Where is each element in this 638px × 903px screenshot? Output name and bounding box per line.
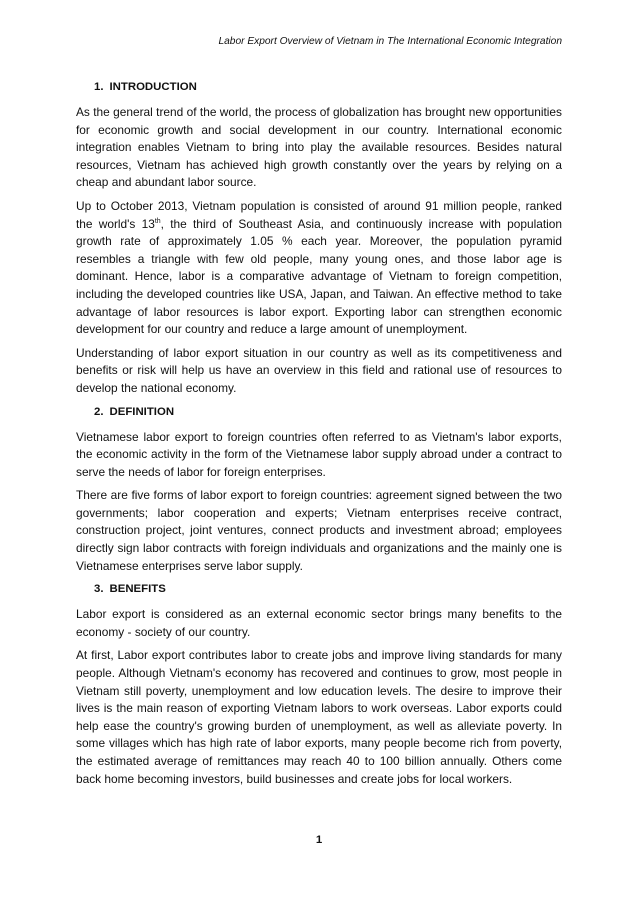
section-title: BENEFITS bbox=[109, 583, 166, 596]
paragraph-text: , the third of Southeast Asia, and continuously increase with population growth rate of approximately 1.05 % each year. Moreover, the population pyramid resembles a triangle with few old people, many young ones, and those labor age is dominant. Hence, labor is a comparative advantage of Vietnam to foreign competition, including the developed countries like USA, Japan, and Taiwan. An effective method to take advantage of labor resources is labor export. Exporting labor can strengthen economic development for our country and reduce a large amount of unemployment. bbox=[76, 216, 562, 337]
section-title: DEFINITION bbox=[109, 405, 175, 418]
running-header: Labor Export Overview of Vietnam in The International Economic Integration bbox=[218, 36, 562, 47]
section-number: 3. bbox=[94, 583, 104, 596]
section-heading-definition bbox=[94, 404, 562, 420]
section-title: INTRODUCTION bbox=[109, 81, 197, 93]
superscript-ordinal: th bbox=[154, 217, 161, 225]
paragraph bbox=[76, 198, 562, 339]
section-heading-benefits bbox=[94, 581, 562, 597]
paragraph: Vietnamese labor export to foreign countries often referred to as Vietnam's labor exports, the economic activity in the form of the Vietnamese labor supply abroad under a contract to serve the needs of labor for foreign enterprises. bbox=[76, 429, 562, 479]
paragraph: At first, Labor export contributes labor to create jobs and improve living standards for many people. Although Vietnam's economy has recovered and continues to grow, most people in Vietnam still poverty, unemployment and low education levels. The desire to improve their lives is the main reason of exporting Vietnam labors to work overseas. Labor exports could help ease the country's growing burden of unemployment, as well as alleviate poverty. In some villages which has high rate of labor exports, many people become rich from poverty, the estimated average of remittances may reach 40 to 100 billion annually. Others come back home becoming investors, build businesses and create jobs for local workers. bbox=[76, 648, 562, 786]
paragraph-text: Up to October 2013, Vietnam population is consisted of around 91 million people, ranked the world's 13 bbox=[76, 198, 562, 231]
section-heading-introduction bbox=[94, 79, 562, 95]
section-number: 1. bbox=[94, 81, 104, 93]
paragraph: Understanding of labor export situation in our country as well as its competitiveness and benefits or risk will help us have an overview in this field and rational use of resources to develop the national economy. bbox=[76, 345, 562, 395]
paragraph: As the general trend of the world, the process of globalization has brought new opportunities for economic growth and social development in our country. International economic integration enables Vietnam to bring into play the available resources. Besides natural resources, Vietnam has achieved high growth constantly over the years by relying on a cheap and abundant labor source. bbox=[76, 105, 562, 190]
section-number: 2. bbox=[94, 405, 104, 418]
paragraph: Labor export is considered as an external economic sector brings many benefits to the economy - society of our country. bbox=[76, 607, 562, 639]
paragraph: There are five forms of labor export to foreign countries: agreement signed between the two governments; labor cooperation and experts; Vietnam enterprises receive contract, construction project, joint ventures, connect products and investment abroad; employees directly sign labor contracts with foreign individuals and organizations and the mainly one is Vietnamese enterprises serve labor supply. bbox=[76, 488, 562, 573]
page-number: 1 bbox=[315, 834, 323, 846]
document-body bbox=[76, 79, 562, 794]
